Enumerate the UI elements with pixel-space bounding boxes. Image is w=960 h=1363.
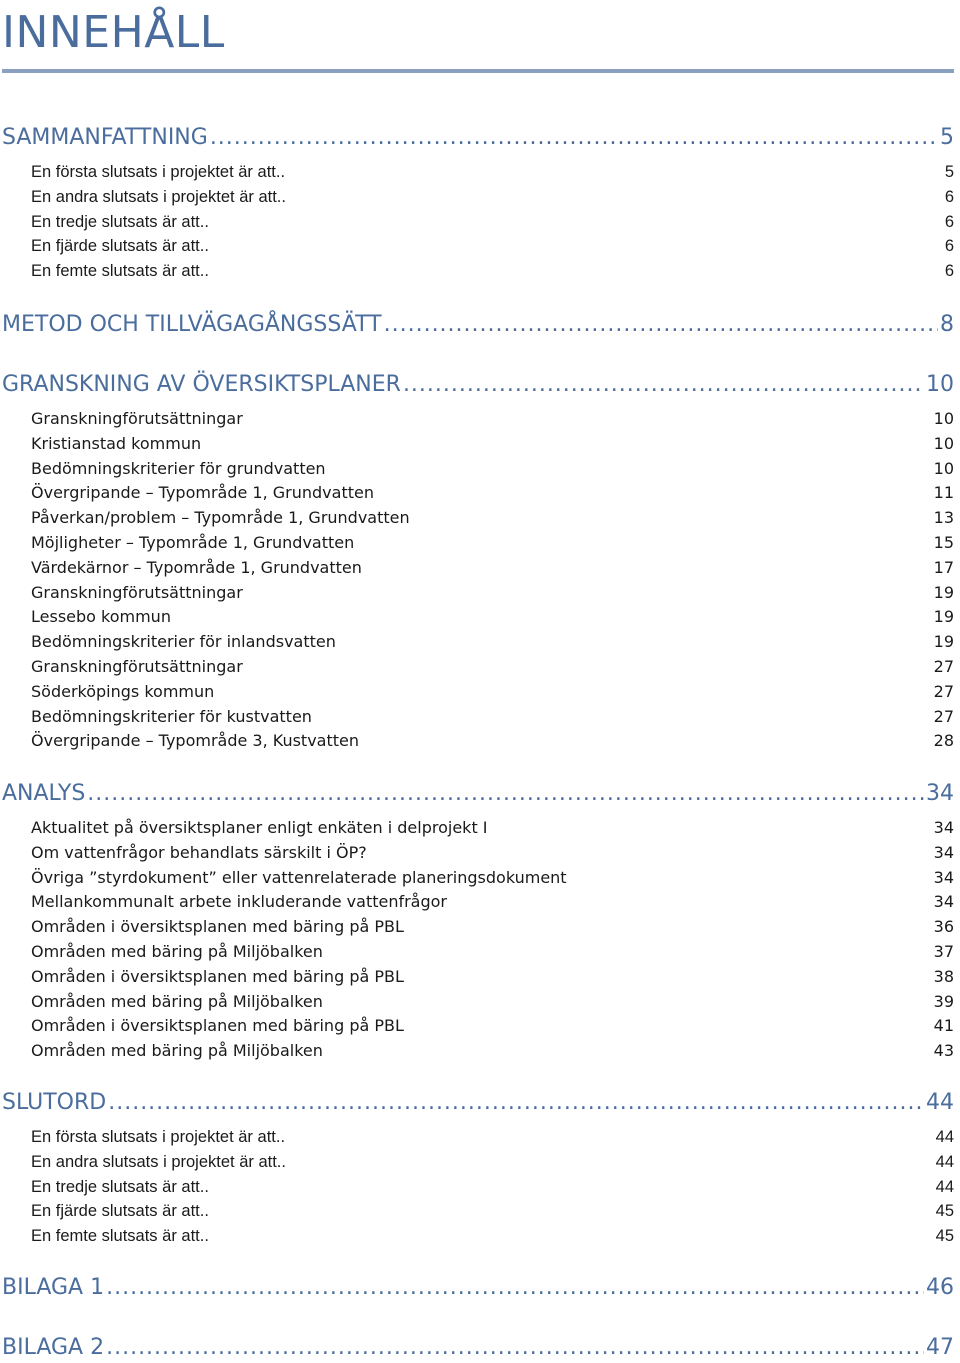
page-title: INNEHÅLL <box>2 7 225 58</box>
toc-entry[interactable] <box>2 841 954 866</box>
toc-section-slutord <box>2 1088 954 1249</box>
entry-page-number: 27 <box>933 681 954 701</box>
entry-page-number: 19 <box>933 582 954 602</box>
toc-entry[interactable] <box>2 705 954 730</box>
toc-entry[interactable] <box>2 1199 954 1224</box>
dot-leader <box>108 1088 924 1118</box>
entry-page-number: 41 <box>933 1016 954 1036</box>
toc-entry[interactable] <box>2 940 954 965</box>
entry-page-number: 19 <box>933 607 954 627</box>
entry-page-number: 38 <box>933 966 954 986</box>
dot-leader <box>384 310 938 340</box>
toc-entry[interactable] <box>2 1125 954 1150</box>
entry-page-number: 43 <box>933 1041 954 1061</box>
entry-page-number: 45 <box>935 1202 954 1221</box>
entry-title: Områden med bäring på Miljöbalken <box>31 1041 323 1061</box>
entry-page-number: 44 <box>935 1152 954 1171</box>
entry-title: En fjärde slutsats är att.. <box>31 1202 209 1221</box>
entry-title: En tredje slutsats är att.. <box>31 212 209 231</box>
entry-title: Granskningförutsättningar <box>31 409 243 428</box>
section-title: BILAGA 1 <box>2 1275 105 1300</box>
toc-entry[interactable] <box>2 457 954 482</box>
entry-page-number: 13 <box>933 508 954 528</box>
entry-title: Övergripande – Typområde 1, Grundvatten <box>31 483 374 503</box>
toc-section-granskning <box>2 370 954 754</box>
toc-heading-link[interactable] <box>2 1273 954 1303</box>
toc-entry[interactable] <box>2 531 954 556</box>
toc-heading-link[interactable] <box>2 1333 954 1363</box>
entry-page-number: 34 <box>933 842 954 862</box>
entry-title: En fjärde slutsats är att.. <box>31 237 209 256</box>
entry-title: Bedömningskriterier för grundvatten <box>31 458 326 478</box>
toc-entry[interactable] <box>2 630 954 655</box>
entry-title: Områden i översiktsplanen med bäring på PBL <box>31 917 404 937</box>
toc-heading-link[interactable] <box>2 123 954 153</box>
entry-page-number: 5 <box>944 163 954 181</box>
section-title: GRANSKNING AV ÖVERSIKTSPLANER <box>2 372 401 397</box>
entry-title: En första slutsats i projektet är att.. <box>31 163 286 181</box>
toc-entry-list <box>2 816 954 1064</box>
entry-page-number: 27 <box>933 706 954 726</box>
entry-page-number: 36 <box>933 917 954 937</box>
entry-title: Aktualitet på översiktsplaner enligt enkäten i delprojekt I <box>31 818 488 837</box>
toc-entry[interactable] <box>2 481 954 506</box>
entry-title: Granskningförutsättningar <box>31 582 243 602</box>
entry-title: En andra slutsats i projektet är att.. <box>31 187 286 206</box>
section-page-number: 8 <box>940 312 954 337</box>
entry-title: Övriga ”styrdokument” eller vattenrelaterade planeringsdokument <box>31 867 567 887</box>
toc-entry[interactable] <box>2 680 954 705</box>
toc-section-bilaga-1 <box>2 1273 954 1303</box>
entry-title: Områden med bäring på Miljöbalken <box>31 991 323 1011</box>
section-title: ANALYS <box>2 781 86 806</box>
toc-section-sammanfattning <box>2 123 954 284</box>
entry-title: En femte slutsats är att.. <box>31 262 209 281</box>
toc-entry[interactable] <box>2 866 954 891</box>
section-title: SLUTORD <box>2 1090 107 1115</box>
entry-title: En tredje slutsats är att.. <box>31 1177 209 1196</box>
dot-leader <box>106 1273 924 1303</box>
toc-entry[interactable] <box>2 890 954 915</box>
section-page-number: 10 <box>926 372 954 397</box>
toc-entry[interactable] <box>2 185 954 210</box>
entry-page-number: 10 <box>933 433 954 453</box>
toc-entry[interactable] <box>2 506 954 531</box>
dot-leader <box>87 779 924 809</box>
entry-page-number: 15 <box>933 532 954 552</box>
toc-heading-link[interactable] <box>2 1088 954 1118</box>
toc-entry[interactable] <box>2 915 954 940</box>
entry-page-number: 17 <box>933 557 954 577</box>
toc-heading-link[interactable] <box>2 310 954 340</box>
entry-page-number: 28 <box>933 731 954 751</box>
section-page-number: 47 <box>926 1335 954 1360</box>
toc-section-analys <box>2 779 954 1064</box>
entry-title: Söderköpings kommun <box>31 681 215 701</box>
section-title: METOD OCH TILLVÄGAGÅNGSSÄTT <box>2 312 382 337</box>
entry-title: Övergripande – Typområde 3, Kustvatten <box>31 731 360 751</box>
toc-heading-link[interactable] <box>2 370 954 400</box>
entry-page-number: 34 <box>933 818 954 837</box>
toc-entry[interactable] <box>2 990 954 1015</box>
toc-section-bilaga-2 <box>2 1333 954 1363</box>
entry-title: Bedömningskriterier för kustvatten <box>31 706 312 726</box>
toc-entry[interactable] <box>2 605 954 630</box>
entry-title: Områden i översiktsplanen med bäring på PBL <box>31 966 404 986</box>
entry-title: En första slutsats i projektet är att.. <box>31 1128 286 1146</box>
entry-page-number: 37 <box>933 941 954 961</box>
toc-entry[interactable] <box>2 1175 954 1200</box>
toc-heading-link[interactable] <box>2 779 954 809</box>
dot-leader <box>106 1333 924 1363</box>
section-page-number: 44 <box>926 1090 954 1115</box>
entry-page-number: 34 <box>933 867 954 887</box>
entry-title: Om vattenfrågor behandlats särskilt i ÖP? <box>31 842 367 862</box>
entry-title: Värdekärnor – Typområde 1, Grundvatten <box>31 557 362 577</box>
entry-page-number: 34 <box>933 892 954 912</box>
section-page-number: 46 <box>926 1275 954 1300</box>
entry-title: Kristianstad kommun <box>31 433 202 453</box>
entry-page-number: 10 <box>933 409 954 428</box>
entry-page-number: 6 <box>944 237 954 256</box>
entry-title: Mellankommunalt arbete inkluderande vattenfrågor <box>31 892 448 912</box>
toc-entry-list <box>2 1125 954 1249</box>
entry-page-number: 19 <box>933 632 954 652</box>
entry-page-number: 39 <box>933 991 954 1011</box>
toc-entry[interactable] <box>2 234 954 259</box>
entry-page-number: 6 <box>944 187 954 206</box>
toc-entry[interactable] <box>2 655 954 680</box>
entry-page-number: 44 <box>935 1177 954 1196</box>
toc-entry[interactable] <box>2 581 954 606</box>
entry-title: En femte slutsats är att.. <box>31 1227 209 1246</box>
section-title: BILAGA 2 <box>2 1335 105 1360</box>
entry-page-number: 11 <box>933 483 954 503</box>
toc-section-metod <box>2 310 954 340</box>
title-divider <box>2 69 954 73</box>
entry-title: Möjligheter – Typområde 1, Grundvatten <box>31 532 355 552</box>
toc-entry[interactable] <box>2 432 954 457</box>
entry-page-number: 27 <box>933 656 954 676</box>
toc-entry[interactable] <box>2 1224 954 1249</box>
section-page-number: 34 <box>926 781 954 806</box>
section-title: SAMMANFATTNING <box>2 125 208 150</box>
entry-title: En andra slutsats i projektet är att.. <box>31 1152 286 1171</box>
toc-entry-list <box>2 160 954 284</box>
entry-title: Påverkan/problem – Typområde 1, Grundvatten <box>31 508 410 528</box>
entry-title: Granskningförutsättningar <box>31 656 243 676</box>
toc-entry[interactable] <box>2 160 954 185</box>
entry-title: Lessebo kommun <box>31 607 171 627</box>
toc-entry[interactable] <box>2 210 954 235</box>
toc-entry[interactable] <box>2 816 954 841</box>
toc-entry[interactable] <box>2 965 954 990</box>
dot-leader <box>403 370 924 400</box>
entry-page-number: 45 <box>935 1227 954 1246</box>
entry-title: Områden i översiktsplanen med bäring på PBL <box>31 1016 404 1036</box>
entry-page-number: 10 <box>933 458 954 478</box>
toc-entry-list <box>2 407 954 754</box>
entry-page-number: 44 <box>935 1128 954 1146</box>
entry-title: Områden med bäring på Miljöbalken <box>31 941 323 961</box>
entry-page-number: 6 <box>944 262 954 281</box>
toc-entry[interactable] <box>2 729 954 754</box>
toc-entry[interactable] <box>2 1039 954 1064</box>
dot-leader <box>210 123 938 153</box>
toc-entry[interactable] <box>2 259 954 284</box>
toc-entry[interactable] <box>2 407 954 432</box>
toc-entry[interactable] <box>2 1014 954 1039</box>
entry-page-number: 6 <box>944 212 954 231</box>
toc-entry[interactable] <box>2 1150 954 1175</box>
toc-entry[interactable] <box>2 556 954 581</box>
section-page-number: 5 <box>940 125 954 150</box>
entry-title: Bedömningskriterier för inlandsvatten <box>31 632 336 652</box>
